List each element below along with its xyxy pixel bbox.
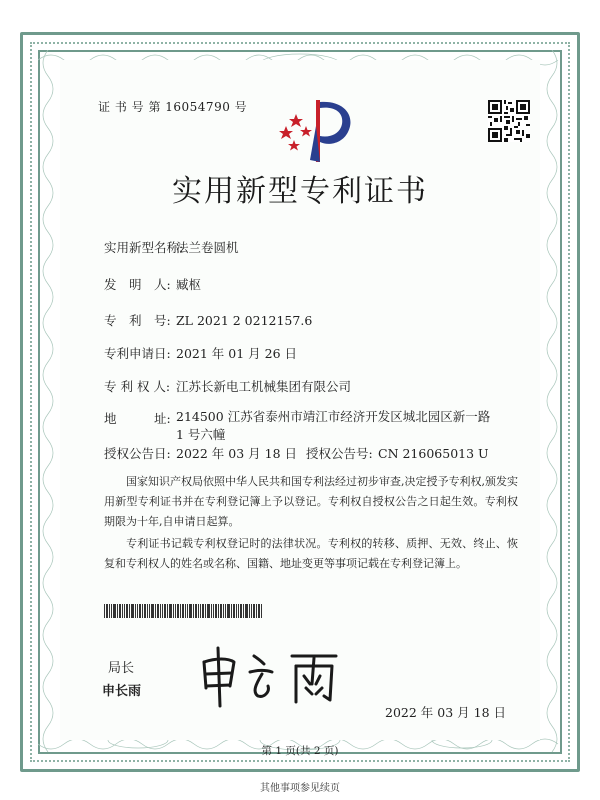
field-label: 发 明 人: bbox=[104, 277, 171, 292]
field-address-value: 214500 江苏省泰州市靖江市经济开发区城北园区新一路 1 号六幢 bbox=[176, 409, 491, 442]
director-name: 申长雨 bbox=[102, 684, 142, 699]
footer-note: 其他事项参见续页 bbox=[260, 783, 340, 794]
field-label: 地 址: bbox=[104, 411, 171, 426]
field-inventor bbox=[104, 275, 201, 293]
field-label: 实用新型名称: bbox=[104, 240, 184, 255]
field-label: 授权公告号: bbox=[306, 446, 373, 461]
field-grant-date bbox=[104, 444, 489, 462]
field-label: 专利申请日: bbox=[104, 346, 171, 361]
cnipa-emblem-icon bbox=[272, 96, 360, 166]
field-utility-model-name bbox=[104, 238, 239, 256]
field-value: CN 216065013 U bbox=[378, 446, 489, 461]
field-label: 授权公告日: bbox=[104, 446, 171, 461]
field-value: 2022 年 03 月 18 日 bbox=[176, 446, 297, 461]
field-filing-date bbox=[104, 344, 297, 362]
issue-date: 2022 年 03 月 18 日 bbox=[385, 705, 506, 720]
field-address bbox=[104, 409, 176, 427]
page-number: 第 1 页(共 2 页) bbox=[261, 745, 339, 757]
director-signature bbox=[196, 640, 346, 710]
field-value: 2021 年 01 月 26 日 bbox=[176, 346, 297, 361]
certificate-title: 实用新型专利证书 bbox=[172, 174, 428, 209]
field-value: 法兰卷圆机 bbox=[176, 240, 239, 255]
field-value: ZL 2021 2 0212157.6 bbox=[176, 313, 313, 328]
field-value: 臧枢 bbox=[176, 277, 202, 292]
field-value: 江苏长新电工机械集团有限公司 bbox=[176, 379, 352, 394]
statement-paragraph-1: 国家知识产权局依照中华人民共和国专利法经过初步审查,决定授予专利权,颁发实用新型专利证书并在专利登记簿上予以登记。专利权自授权公告之日起生效。专利权期限为十年,自申请日起算。 bbox=[104, 475, 518, 528]
field-patentee bbox=[104, 377, 351, 395]
field-patent-number bbox=[104, 311, 312, 329]
field-label: 专 利 权 人: bbox=[104, 379, 171, 394]
barcode-icon bbox=[104, 604, 264, 618]
certificate-number: 证 书 号 第 16054790 号 bbox=[98, 100, 248, 114]
qr-code-icon bbox=[488, 100, 530, 142]
director-role: 局长 bbox=[108, 661, 135, 676]
field-label: 专 利 号: bbox=[104, 313, 171, 328]
statement-paragraph-2: 专利证书记载专利权登记时的法律状况。专利权的转移、质押、无效、终止、恢复和专利权人的姓名或名称、国籍、地址变更等事项记载在专利登记簿上。 bbox=[104, 537, 518, 570]
